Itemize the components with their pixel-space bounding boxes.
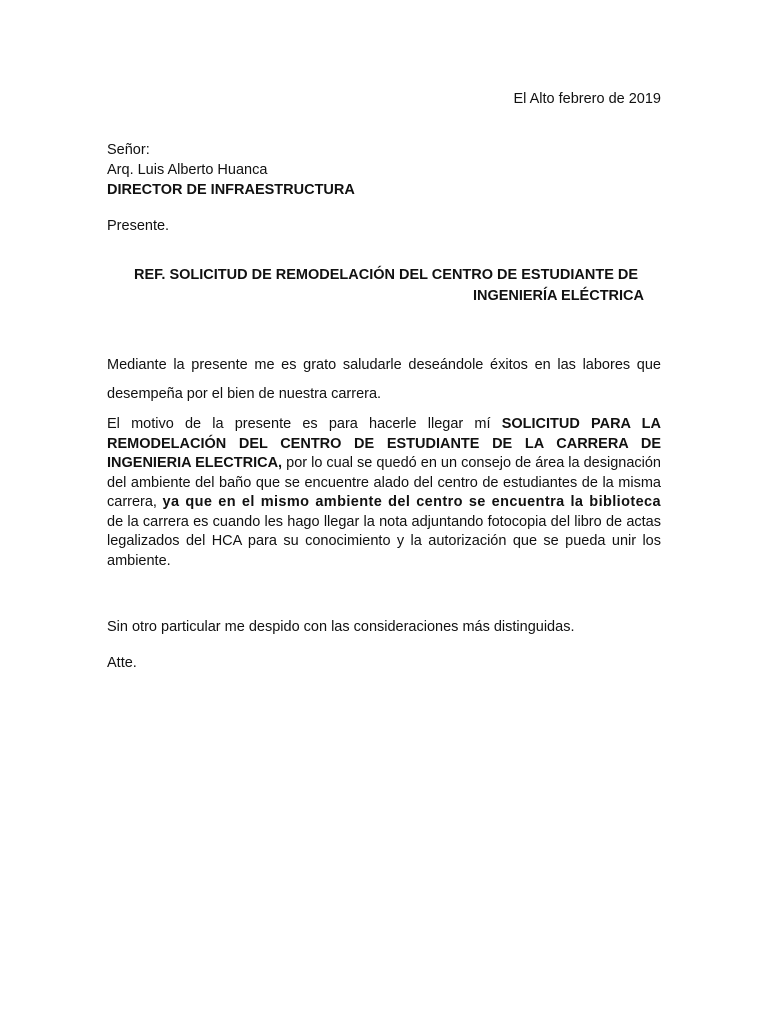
reference-line-2: INGENIERÍA ELÉCTRICA [472,288,644,304]
signoff: Atte. [107,655,137,671]
recipient-salutation: Señor: [107,142,150,158]
request-reason-bold: ya que en el mismo ambiente del centro se encuentra la biblioteca [162,494,661,510]
recipient-position: DIRECTOR DE INFRAESTRUCTURA [107,182,355,198]
reference-line-1: REF. SOLICITUD DE REMODELACIÓN DEL CENTRO DE ESTUDIANTE DE [134,267,639,283]
presente-line: Presente. [107,218,170,234]
recipient-block [107,140,355,200]
request-paragraph [107,415,661,571]
request-text-3: de la carrera es cuando les hago llegar la nota adjuntando fotocopia del libro de actas legalizados del HCA para su conocimiento y la autorización que se pueda unir los ambiente. [107,513,661,569]
reference-heading [107,265,661,307]
letter-date: El Alto febrero de 2019 [513,91,661,107]
request-text-1: El motivo de la presente es para hacerle llegar mí [107,416,502,432]
greeting-paragraph: Mediante la presente me es grato saludarle deseándole éxitos en las labores que desempeña por el bien de nuestra carrera. [107,357,661,402]
request-text-2: por lo cual se quedó en un consejo de área la designación del ambiente del baño que se encuentre alado del centro de estudiantes de la misma carrera, [107,455,661,510]
closing-line: Sin otro particular me despido con las consideraciones más distinguidas. [107,619,575,635]
request-title-bold: SOLICITUD PARA LA REMODELACIÓN DEL CENTRO DE ESTUDIANTE DE LA CARRERA DE INGENIERIA ELECTRICA, [107,416,661,471]
recipient-name: Arq. Luis Alberto Huanca [107,162,268,178]
